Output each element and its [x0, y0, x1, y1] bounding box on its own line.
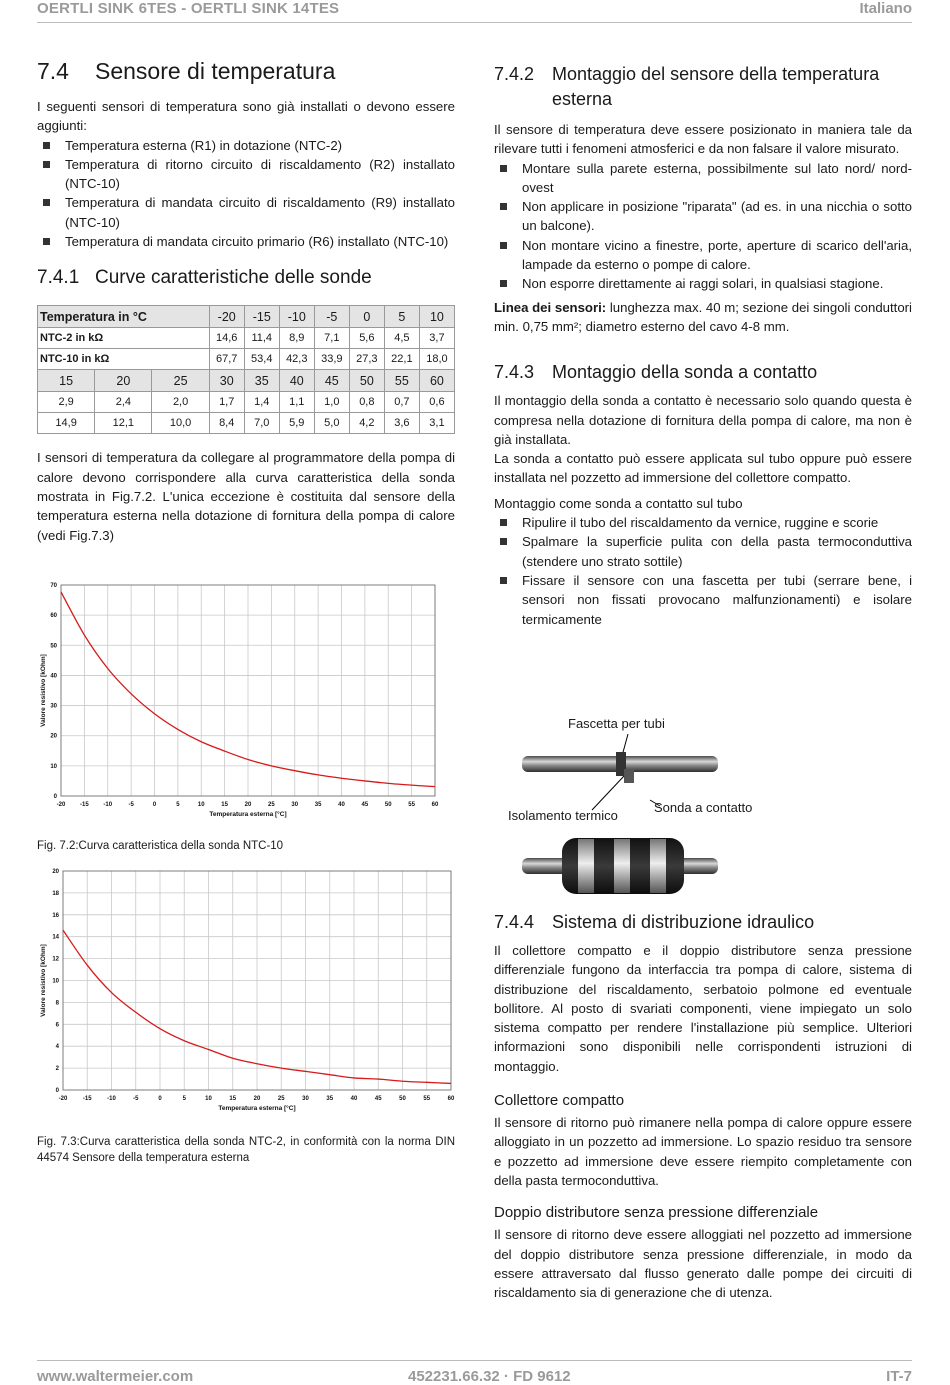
ntc10-chart: [37, 578, 455, 818]
table-cell: 12,1: [95, 413, 152, 434]
table-cell: 55: [384, 370, 419, 392]
y-tick-label: 8: [55, 1000, 59, 1007]
sensor-list: [37, 136, 455, 252]
clamp-leader-line: [622, 734, 628, 756]
x-tick-label: -20: [58, 1096, 68, 1102]
x-tick-label: 35: [314, 802, 322, 808]
section-7-4-4-paragraph: Il collettore compatto e il doppio distributore senza pressione differenziale fungono da interfaccia tra pompa di calore, sistema di distribuzione del riscaldamento, serbatoio polmone ed eventuale bollitore. Al posto di svariati componenti, viene impiegato un solo sistema compatto per rendere l'installazione più semplice. Ulteriori informazioni sono disponibili nelle corrispondenti istruzioni di montaggio.: [494, 943, 912, 1074]
contact-probe-label: Sonda a contatto: [654, 800, 753, 815]
x-tick-label: 25: [268, 802, 275, 808]
x-tick-label: 50: [384, 802, 392, 808]
table-cell: 1,1: [279, 392, 314, 413]
table-cell: 5,0: [314, 413, 349, 434]
table-cell: 2,9: [38, 392, 95, 413]
x-tick-label: 30: [291, 802, 299, 808]
section-title: Sistema di distribuzione idraulico: [552, 912, 815, 932]
table-cell: 8,9: [279, 328, 314, 349]
list-item: Montare sulla parete esterna, possibilmente sul lato nord/ nord-ovest: [494, 159, 912, 198]
insulation-leader-line: [592, 776, 624, 810]
ntc10-chart-svg: [37, 578, 455, 818]
x-tick-label: 45: [374, 1096, 382, 1102]
list-item: Temperatura di ritorno circuito di riscaldamento (R2) installato (NTC-10): [37, 155, 455, 194]
table-cell: 35: [244, 370, 279, 392]
y-tick-label: 18: [52, 890, 59, 897]
table-cell: 7,1: [314, 328, 349, 349]
section-7-4-3-heading: [494, 362, 912, 383]
x-tick-label: -10: [103, 802, 113, 808]
pipe-clamp-label: Fascetta per tubi: [568, 716, 665, 731]
table-cell: 10,0: [152, 413, 209, 434]
y-axis-label: Valore resistivo [kOhm]: [40, 944, 47, 1017]
x-tick-label: 0: [158, 1096, 162, 1102]
x-tick-label: -5: [133, 1096, 139, 1102]
section-title: Montaggio della sonda a contatto: [552, 362, 818, 383]
x-tick-label: 40: [350, 1096, 358, 1102]
pipe-bottom: [522, 858, 718, 874]
y-tick-label: 10: [52, 978, 59, 985]
pipe-clamp: [616, 752, 626, 776]
x-tick-label: 5: [176, 802, 180, 808]
section-title: Curve caratteristiche delle sonde: [95, 267, 372, 289]
y-tick-label: 14: [52, 934, 59, 941]
table-row: [38, 413, 455, 434]
list-item: Fissare il sensore con una fascetta per tubi (serrare bene, i sensori non fissati provocano malfunzionamenti) e isolare termicamente: [494, 571, 912, 629]
y-tick-label: 70: [50, 583, 57, 589]
section-7-4-3-paragraph-2: La sonda a contatto può essere applicata sul tubo oppure può essere installata nel pozzetto ad immersione del collettore compatto.: [494, 451, 912, 486]
table-cell: 4,2: [349, 413, 384, 434]
table-cell: 11,4: [244, 328, 279, 349]
section-7-4-4-heading: [494, 912, 912, 933]
figure-7-3-caption: Fig. 7.3:Curva caratteristica della sonda NTC-2, in conformità con la norma DIN 44574 Sensore della temperatura esterna: [37, 1136, 455, 1164]
x-axis-label: Temperatura esterna [°C]: [209, 811, 287, 818]
list-item: Temperatura esterna (R1) in dotazione (NTC-2): [37, 136, 455, 155]
table-cell: 15: [38, 370, 95, 392]
y-tick-label: 0: [55, 1088, 59, 1094]
compact-collector-heading: Collettore compatto: [494, 1092, 625, 1110]
table-cell: 20: [95, 370, 152, 392]
x-tick-label: 40: [338, 802, 345, 808]
table-row: [38, 328, 455, 349]
section-7-4-1-heading: [37, 267, 455, 289]
ntc2-chart-svg: [37, 864, 455, 1116]
table-cell: 1,0: [314, 392, 349, 413]
sensor-cable-label: Linea dei sensori:: [494, 299, 607, 315]
x-tick-label: -5: [128, 802, 134, 808]
y-axis-label: Valore resistivo [kOhm]: [40, 654, 47, 727]
figure-7-2-caption: Fig. 7.2:Curva caratteristica della sonda NTC-10: [37, 840, 284, 852]
sensor-cable-note: [494, 298, 912, 337]
y-tick-label: 0: [53, 794, 57, 800]
table-cell: 27,3: [349, 349, 384, 370]
table-cell: -15: [244, 306, 279, 328]
y-tick-label: 6: [55, 1022, 59, 1029]
section-7-4-intro: I seguenti sensori di temperatura sono già installati o devono essere aggiunti:: [37, 99, 455, 134]
table-cell: -10: [279, 306, 314, 328]
x-tick-label: 45: [361, 802, 369, 808]
right-column: [494, 62, 912, 629]
section-number: 7.4: [37, 58, 69, 84]
x-tick-label: 30: [302, 1096, 309, 1102]
footer-pagenumber: IT-7: [886, 1368, 912, 1385]
section-7-4-2-heading: [494, 62, 912, 112]
table-row: [38, 306, 455, 328]
table-cell: 4,5: [384, 328, 419, 349]
header-rule: [37, 22, 912, 23]
contact-probe-illustration: [508, 712, 753, 898]
table-cell: 50: [349, 370, 384, 392]
table-cell: 3,1: [419, 413, 454, 434]
table-cell: 2,4: [95, 392, 152, 413]
x-tick-label: 15: [221, 802, 228, 808]
y-tick-label: 10: [50, 763, 57, 770]
section-7-4-heading: [37, 58, 455, 85]
x-tick-label: -15: [82, 1096, 92, 1102]
table-cell: 8,4: [209, 413, 244, 434]
compact-collector-paragraph: Il sensore di ritorno può rimanere nella pompa di calore oppure essere alloggiato in un pozzetto ad immersione. Lo spazio residuo tra sensore e pozzetto ad immersione deve essere riempito completamente con della pasta termoconduttiva.: [494, 1115, 912, 1188]
y-tick-label: 20: [50, 733, 57, 740]
table-cell: 3,7: [419, 328, 454, 349]
insulation-band: [578, 839, 594, 893]
x-tick-label: 15: [229, 1096, 237, 1102]
footer-docnumber: 452231.66.32 · FD 9612: [408, 1368, 571, 1385]
table-cell: 60: [419, 370, 454, 392]
insulation-band: [650, 839, 666, 893]
table-cell: 14,9: [38, 413, 95, 434]
table-cell: 18,0: [419, 349, 454, 370]
x-axis-label: Temperatura esterna [°C]: [218, 1105, 296, 1112]
y-tick-label: 20: [52, 869, 59, 875]
section-title: Sensore di temperatura: [95, 58, 336, 84]
double-distributor-heading: Doppio distributore senza pressione differenziale: [494, 1204, 819, 1222]
ntc2-chart: [37, 864, 455, 1116]
x-tick-label: 20: [244, 802, 252, 808]
list-item: Non applicare in posizione "riparata" (ad es. in una nicchia o sotto un balcone).: [494, 197, 912, 236]
header-title: OERTLI SINK 6TES - OERTLI SINK 14TES: [37, 0, 340, 17]
list-item: Non montare vicino a finestre, porte, aperture di scarico dell'aria, lampade da esterno o pompe di calore.: [494, 236, 912, 275]
table-cell: 0,6: [419, 392, 454, 413]
table-cell: 0,7: [384, 392, 419, 413]
table-cell: 45: [314, 370, 349, 392]
table-cell: 1,7: [209, 392, 244, 413]
list-item: Temperatura di mandata circuito primario (R6) installato (NTC-10): [37, 232, 455, 251]
section-7-4-2-paragraph: Il sensore di temperatura deve essere posizionato in maniera tale da rilevare tutti i fenomeni atmosferici e da non falsare il valore misurato.: [494, 122, 912, 157]
table-cell: 2,0: [152, 392, 209, 413]
sensor-characteristics-table: [37, 305, 455, 434]
page-header: [0, 0, 950, 22]
y-tick-label: 2: [55, 1066, 59, 1073]
table-cell: 5,9: [279, 413, 314, 434]
double-distributor-paragraph: Il sensore di ritorno deve essere alloggiati nel pozzetto ad immersione del doppio distributore senza pressione differenziale, in modo da essere attraversato dal flusso generato dalle pompe dei circuiti di riscaldamento sia di generazione che di utenza.: [494, 1227, 912, 1301]
x-tick-label: 60: [431, 802, 439, 808]
table-cell: 0: [349, 306, 384, 328]
footer-website: www.waltermeier.com: [37, 1368, 194, 1385]
x-tick-label: -20: [56, 802, 66, 808]
y-tick-label: 50: [50, 643, 57, 650]
table-cell: 33,9: [314, 349, 349, 370]
section-7-4-1-paragraph: I sensori di temperatura da collegare al programmatore della pompa di calore devono corrispondere alla curva caratteristica della sonda mostrata in Fig.7.2. L'unica eccezione è costituita dal sensore della temperatura esterna nella dotazione di fornitura della pompa di calore (vedi Fig.7.3): [37, 450, 455, 543]
x-tick-label: 5: [182, 1096, 186, 1102]
outdoor-sensor-list: [494, 159, 912, 294]
x-tick-label: 55: [408, 802, 415, 808]
y-tick-label: 40: [50, 673, 57, 680]
y-tick-label: 30: [50, 703, 57, 710]
table-cell: 53,4: [244, 349, 279, 370]
table-cell: 30: [209, 370, 244, 392]
x-tick-label: -10: [107, 1096, 116, 1102]
table-cell: 5: [384, 306, 419, 328]
footer-rule: [37, 1360, 912, 1361]
y-tick-label: 12: [52, 956, 59, 963]
section-number: 7.4.4: [494, 912, 535, 932]
table-cell: 3,6: [384, 413, 419, 434]
right-column-lower: [494, 912, 912, 1302]
sensor-cable-text: lunghezza max. 40 m; sezione dei singoli conduttori min. 0,75 mm²; diametro esterno del cavo 4-8 mm.: [494, 299, 912, 334]
insulation-sleeve: [562, 838, 684, 894]
table-cell: 1,4: [244, 392, 279, 413]
list-item: Spalmare la superficie pulita con della pasta termoconduttiva (stendere uno strato sottile): [494, 532, 912, 571]
table-cell: 42,3: [279, 349, 314, 370]
contact-mount-subheading: Montaggio come sonda a contatto sul tubo: [494, 495, 743, 511]
header-language: Italiano: [859, 0, 912, 17]
section-title: Montaggio del sensore della temperatura esterna: [552, 64, 880, 109]
x-tick-label: 60: [447, 1096, 455, 1102]
x-tick-label: 35: [326, 1096, 334, 1102]
table-cell: 22,1: [384, 349, 419, 370]
x-tick-label: 50: [399, 1096, 406, 1102]
x-tick-label: -15: [80, 802, 89, 808]
list-item: Non esporre direttamente ai raggi solari, in qualsiasi stagione.: [494, 274, 912, 293]
table-cell: 25: [152, 370, 209, 392]
probe-body: [624, 769, 634, 783]
table-row: [38, 349, 455, 370]
table-cell: 5,6: [349, 328, 384, 349]
table-header-label: Temperatura in °C: [38, 306, 210, 328]
section-number: 7.4.2: [494, 64, 535, 84]
list-item: Ripulire il tubo del riscaldamento da vernice, ruggine e scorie: [494, 513, 912, 532]
x-tick-label: 20: [253, 1096, 261, 1102]
contact-mount-list: [494, 513, 912, 629]
x-tick-label: 10: [205, 1096, 212, 1102]
section-number: 7.4.1: [37, 267, 80, 289]
section-number: 7.4.3: [494, 362, 535, 383]
table-cell: -5: [314, 306, 349, 328]
x-tick-label: 10: [197, 802, 205, 808]
table-row-label: NTC-10 in kΩ: [38, 349, 210, 370]
x-tick-label: 25: [277, 1096, 285, 1102]
x-tick-label: 55: [423, 1096, 431, 1102]
x-tick-label: 0: [152, 802, 157, 808]
table-cell: 7,0: [244, 413, 279, 434]
insulation-band: [614, 839, 630, 893]
y-tick-label: 16: [52, 912, 59, 919]
table-cell: 14,6: [209, 328, 244, 349]
table-cell: 0,8: [349, 392, 384, 413]
section-7-4-3-paragraph-1: Il montaggio della sonda a contatto è necessario solo quando questa è compresa nella dotazione di fornitura della pompa di calore, ma non è già installata.: [494, 393, 912, 447]
pipe-top: [522, 756, 718, 772]
table-row: [38, 392, 455, 413]
table-cell: 67,7: [209, 349, 244, 370]
table-cell: 40: [279, 370, 314, 392]
insulation-label: Isolamento termico: [508, 808, 618, 823]
list-item: Temperatura di mandata circuito di riscaldamento (R9) installato (NTC-10): [37, 193, 455, 232]
y-tick-label: 60: [50, 613, 57, 620]
table-cell: -20: [209, 306, 244, 328]
table-row-label: NTC-2 in kΩ: [38, 328, 210, 349]
table-row: [38, 370, 455, 392]
table-cell: 10: [419, 306, 454, 328]
left-column: [37, 58, 455, 545]
y-tick-label: 4: [55, 1044, 59, 1051]
